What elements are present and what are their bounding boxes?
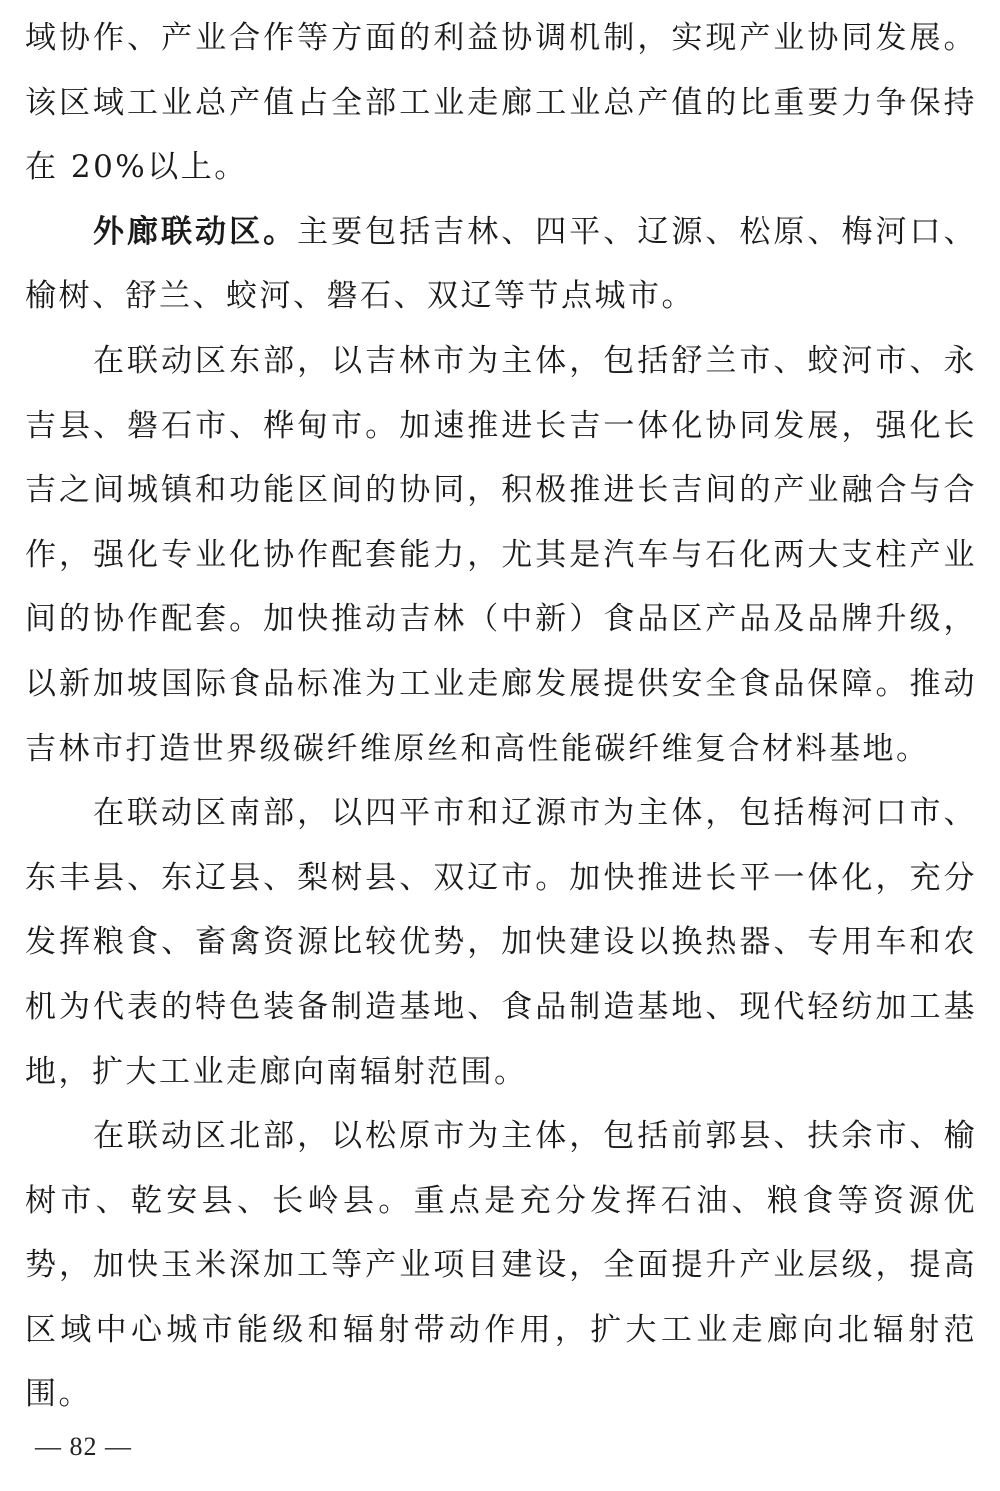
page-number: — 82 — [35,1432,132,1461]
document-page [25,6,977,1427]
paragraph-3 [25,329,977,781]
paragraph-4 [25,781,977,1104]
paragraph-3-text: 在联动区东部，以吉林市为主体，包括舒兰市、蛟河市、永吉县、磐石市、桦甸市。加速推进长吉一体化协同发展，强化长吉之间城镇和功能区间的协同，积极推进长吉间的产业融合与合作，强化专业化协作配套能力，尤其是汽车与石化两大支柱产业间的协作配套。加快推动吉林（中新）食品区产品及品牌升级，以新加坡国际食品标准为工业走廊发展提供安全食品保障。推动吉林市打造世界级碳纤维原丝和高性能碳纤维复合材料基地。 [25,342,977,767]
paragraph-2 [25,200,977,329]
paragraph-2-text: 主要包括吉林、四平、辽源、松原、梅河口、榆树、舒兰、蛟河、磐石、双辽等节点城市。 [25,213,978,315]
paragraph-5 [25,1104,977,1427]
paragraph-1-text: 域协作、产业合作等方面的利益协调机制，实现产业协同发展。该区域工业总产值占全部工业走廊工业总产值的比重要力争保持在 20%以上。 [25,20,977,186]
paragraph-4-text: 在联动区南部，以四平市和辽源市为主体，包括梅河口市、东丰县、东辽县、梨树县、双辽市。加快推进长平一体化，充分发挥粮食、畜禽资源比较优势，加快建设以换热器、专用车和农机为代表的特色装备制造基地、食品制造基地、现代轻纺加工基地，扩大工业走廊向南辐射范围。 [25,795,977,1090]
paragraph-5-text: 在联动区北部，以松原市为主体，包括前郭县、扶余市、榆树市、乾安县、长岭县。重点是充分发挥石油、粮食等资源优势，加快玉米深加工等产业项目建设，全面提升产业层级，提高区域中心城市能级和辐射带动作用，扩大工业走廊向北辐射范围。 [25,1118,977,1413]
paragraph-2-heading: 外廊联动区。 [93,213,298,250]
paragraph-1 [25,6,977,200]
